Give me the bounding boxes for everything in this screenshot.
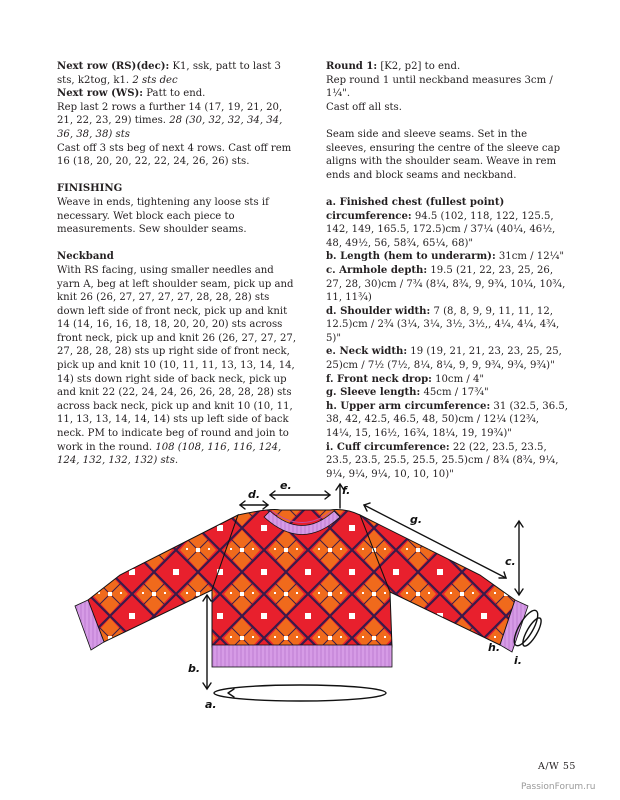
label-g: g.	[410, 513, 423, 526]
neckband-paragraph: With RS facing, using smaller needles and yarn A, beg at left shoulder seam, pick up and knit 26 (26, 27, 27, 27, 27, 28, 28, 28) sts down left side of front neck, pick up and knit 14 (14, 16, 16, 18, 18, 20, 20, 20) sts across front neck, pick up and knit 26 (26, 27, 27, 27, 27, 28, 28, 28) sts up right side of front neck, pick up and knit 10 (10, 11, 11, 13, 13, 14, 14, 14) sts down right side of back neck, pick up and knit 22 (22, 24, 24, 26, 26, 28, 28, 28) sts across back neck, pick up and knit 10 (10, 11, 11, 13, 13, 14, 14, 14) sts up left side of back neck. PM to indicate beg of round and join to work in the round. 108 (108, 116, 116, 124, 124, 132, 132, 132) sts.	[57, 264, 297, 467]
label-a: a.	[205, 698, 217, 711]
measurement-h: h. Upper arm circumference: 31 (32.5, 36.5, 38, 42, 42.5, 46.5, 48, 50)cm / 12¼ (12¾, 14¼, 15, 16½, 16¾, 18¼, 19, 19¾)"	[326, 400, 568, 440]
measurement-f: f. Front neck drop: 10cm / 4"	[326, 373, 485, 385]
measurement-e: e. Neck width: 19 (19, 21, 21, 23, 23, 25, 25, 25)cm / 7½ (7½, 8¼, 8¼, 9, 9, 9¾, 9¾, 9¾)"	[326, 346, 562, 372]
chest-circumference-line	[214, 685, 386, 701]
label-d: d.	[248, 488, 261, 501]
measurement-c: c. Armhole depth: 19.5 (21, 22, 23, 25, 26, 27, 28, 30)cm / 7¾ (8¼, 8¾, 9, 9¾, 10¼, 10¾, 11, 11¾)	[326, 264, 566, 304]
round-paragraph: Round 1: [K2, p2] to end.	[326, 61, 461, 72]
measurement-b: b. Length (hem to underarm): 31cm / 12¼"	[326, 251, 565, 263]
page-number: A/W 55	[538, 761, 576, 772]
measurement-g: g. Sleeve length: 45cm / 17¾"	[326, 387, 489, 399]
measurement-i: i. Cuff circumference: 22 (22, 23.5, 23.5, 23.5, 23.5, 25.5, 25.5, 25.5)cm / 8¾ (8¾, 9¼, 9¼, 9¼, 9¼, 10, 10, 10)"	[326, 441, 559, 480]
finishing-heading: FINISHING	[57, 183, 123, 195]
label-c: c.	[505, 555, 516, 568]
neckband-heading: Neckband	[57, 251, 114, 263]
label-f: f.	[342, 484, 351, 497]
seam-paragraph: Seam side and sleeve seams. Set in the sleeves, ensuring the centre of the sleeve cap aligns with the shoulder seam. Weave in rem ends and block seams and neckband.	[326, 128, 561, 181]
castoff-all-paragraph: Cast off all sts.	[326, 101, 402, 113]
hem-rib	[212, 645, 392, 667]
measurement-a: a. Finished chest (fullest point) circumference: 94.5 (102, 118, 122, 125.5, 142, 149, 165.5, 172.5)cm / 37¼ (40¼, 46½, 48, 49½, 56, 58¾, 65¼, 68)"	[326, 196, 556, 249]
label-h: h.	[488, 641, 501, 654]
label-b: b.	[188, 662, 201, 675]
finishing-paragraph: Weave in ends, tightening any loose sts if necessary. Wet block each piece to measurements. Sew shoulder seams.	[57, 196, 269, 236]
measurement-d: d. Shoulder width: 7 (8, 8, 9, 9, 11, 11, 12, 12.5)cm / 2¾ (3¼, 3¼, 3½, 3½,, 4¼, 4¼, 4¾, 5)"	[326, 305, 560, 344]
rep-round-paragraph: Rep round 1 until neckband measures 3cm / 1¼".	[326, 74, 553, 100]
label-e: e.	[280, 479, 292, 492]
repeat-paragraph: Rep last 2 rows a further 14 (17, 19, 21, 20, 21, 22, 23, 29) times. 28 (30, 32, 32, 34, 34, 36, 38, 38) sts	[57, 101, 283, 140]
dec-row-paragraph: Next row (RS)(dec): K1, ssk, patt to last 3 sts, k2tog, k1. 2 sts dec	[57, 61, 281, 86]
ws-row-paragraph: Next row (WS): Patt to end.	[57, 88, 206, 100]
castoff-paragraph: Cast off 3 sts beg of next 4 rows. Cast off rem 16 (18, 20, 20, 22, 22, 24, 26, 26) sts.	[57, 142, 292, 168]
label-i: i.	[514, 654, 522, 667]
watermark: PassionForum.ru	[521, 782, 596, 792]
